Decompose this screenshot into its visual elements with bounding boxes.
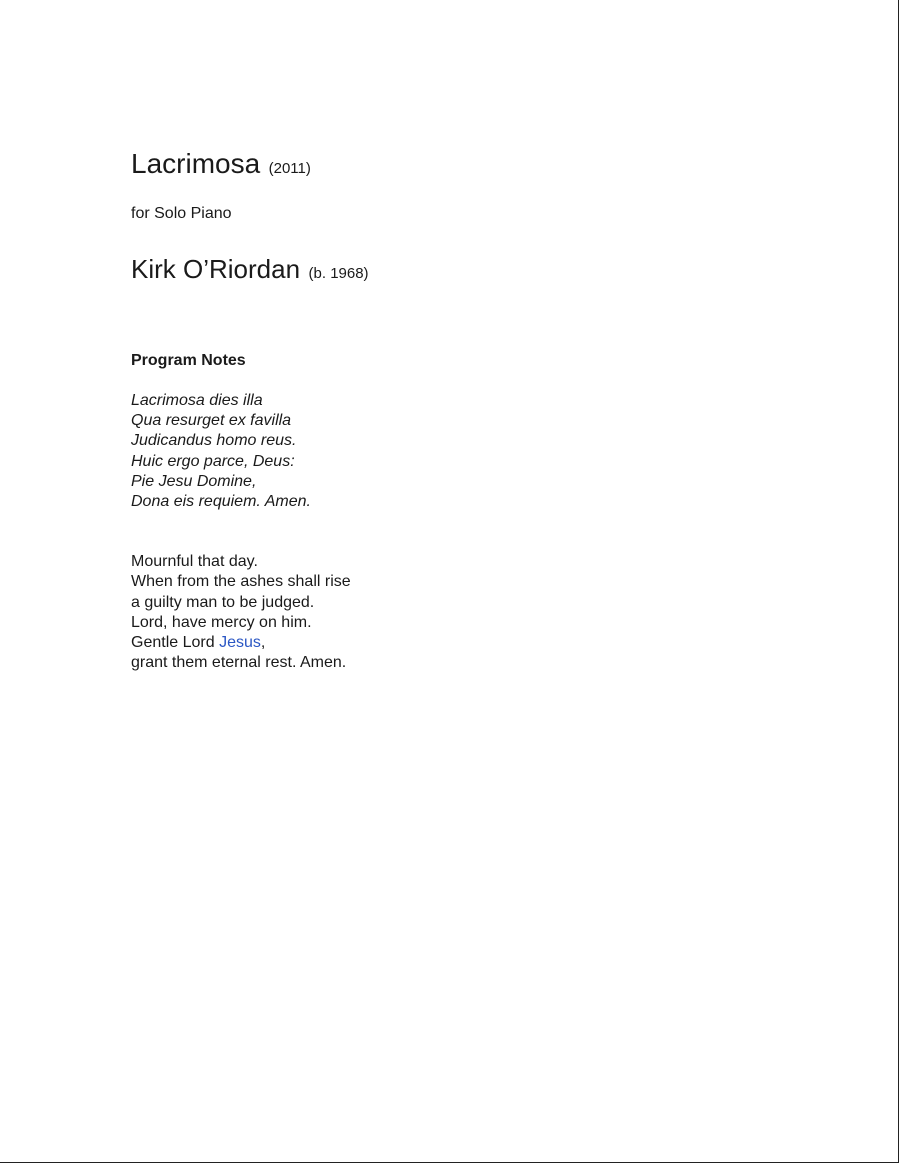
jesus-link[interactable]: Jesus [219, 634, 261, 652]
english-line-prefix: Gentle Lord [131, 634, 220, 652]
english-line-with-link [131, 633, 731, 653]
english-line: Lord, have mercy on him. [131, 613, 312, 631]
latin-verse [131, 391, 731, 512]
work-title: Lacrimosa [131, 148, 261, 179]
english-line-suffix: , [260, 634, 266, 652]
program-notes-heading: Program Notes [131, 352, 246, 369]
title-block [131, 144, 731, 189]
latin-line: Dona eis requiem. Amen. [131, 493, 311, 511]
composer-name: Kirk O’Riordan [131, 254, 301, 284]
english-verse [131, 552, 731, 673]
latin-line: Lacrimosa dies illa [131, 392, 263, 409]
page-content [131, 144, 731, 673]
composer-block [131, 249, 731, 294]
latin-line: Huic ergo parce, Deus: [131, 452, 295, 470]
latin-line: Pie Jesu Domine, [131, 472, 257, 490]
instrumentation: for Solo Piano [131, 205, 232, 222]
latin-line: Judicandus homo reus. [131, 432, 297, 450]
english-line: Mournful that day. [131, 553, 258, 571]
english-line: grant them eternal rest. Amen. [131, 654, 347, 672]
english-line: a guilty man to be judged. [131, 593, 315, 611]
composer-dates: (b. 1968) [308, 265, 369, 282]
english-line: When from the ashes shall rise [131, 573, 351, 591]
latin-line: Qua resurget ex favilla [131, 412, 292, 430]
work-year: (2011) [268, 160, 311, 177]
